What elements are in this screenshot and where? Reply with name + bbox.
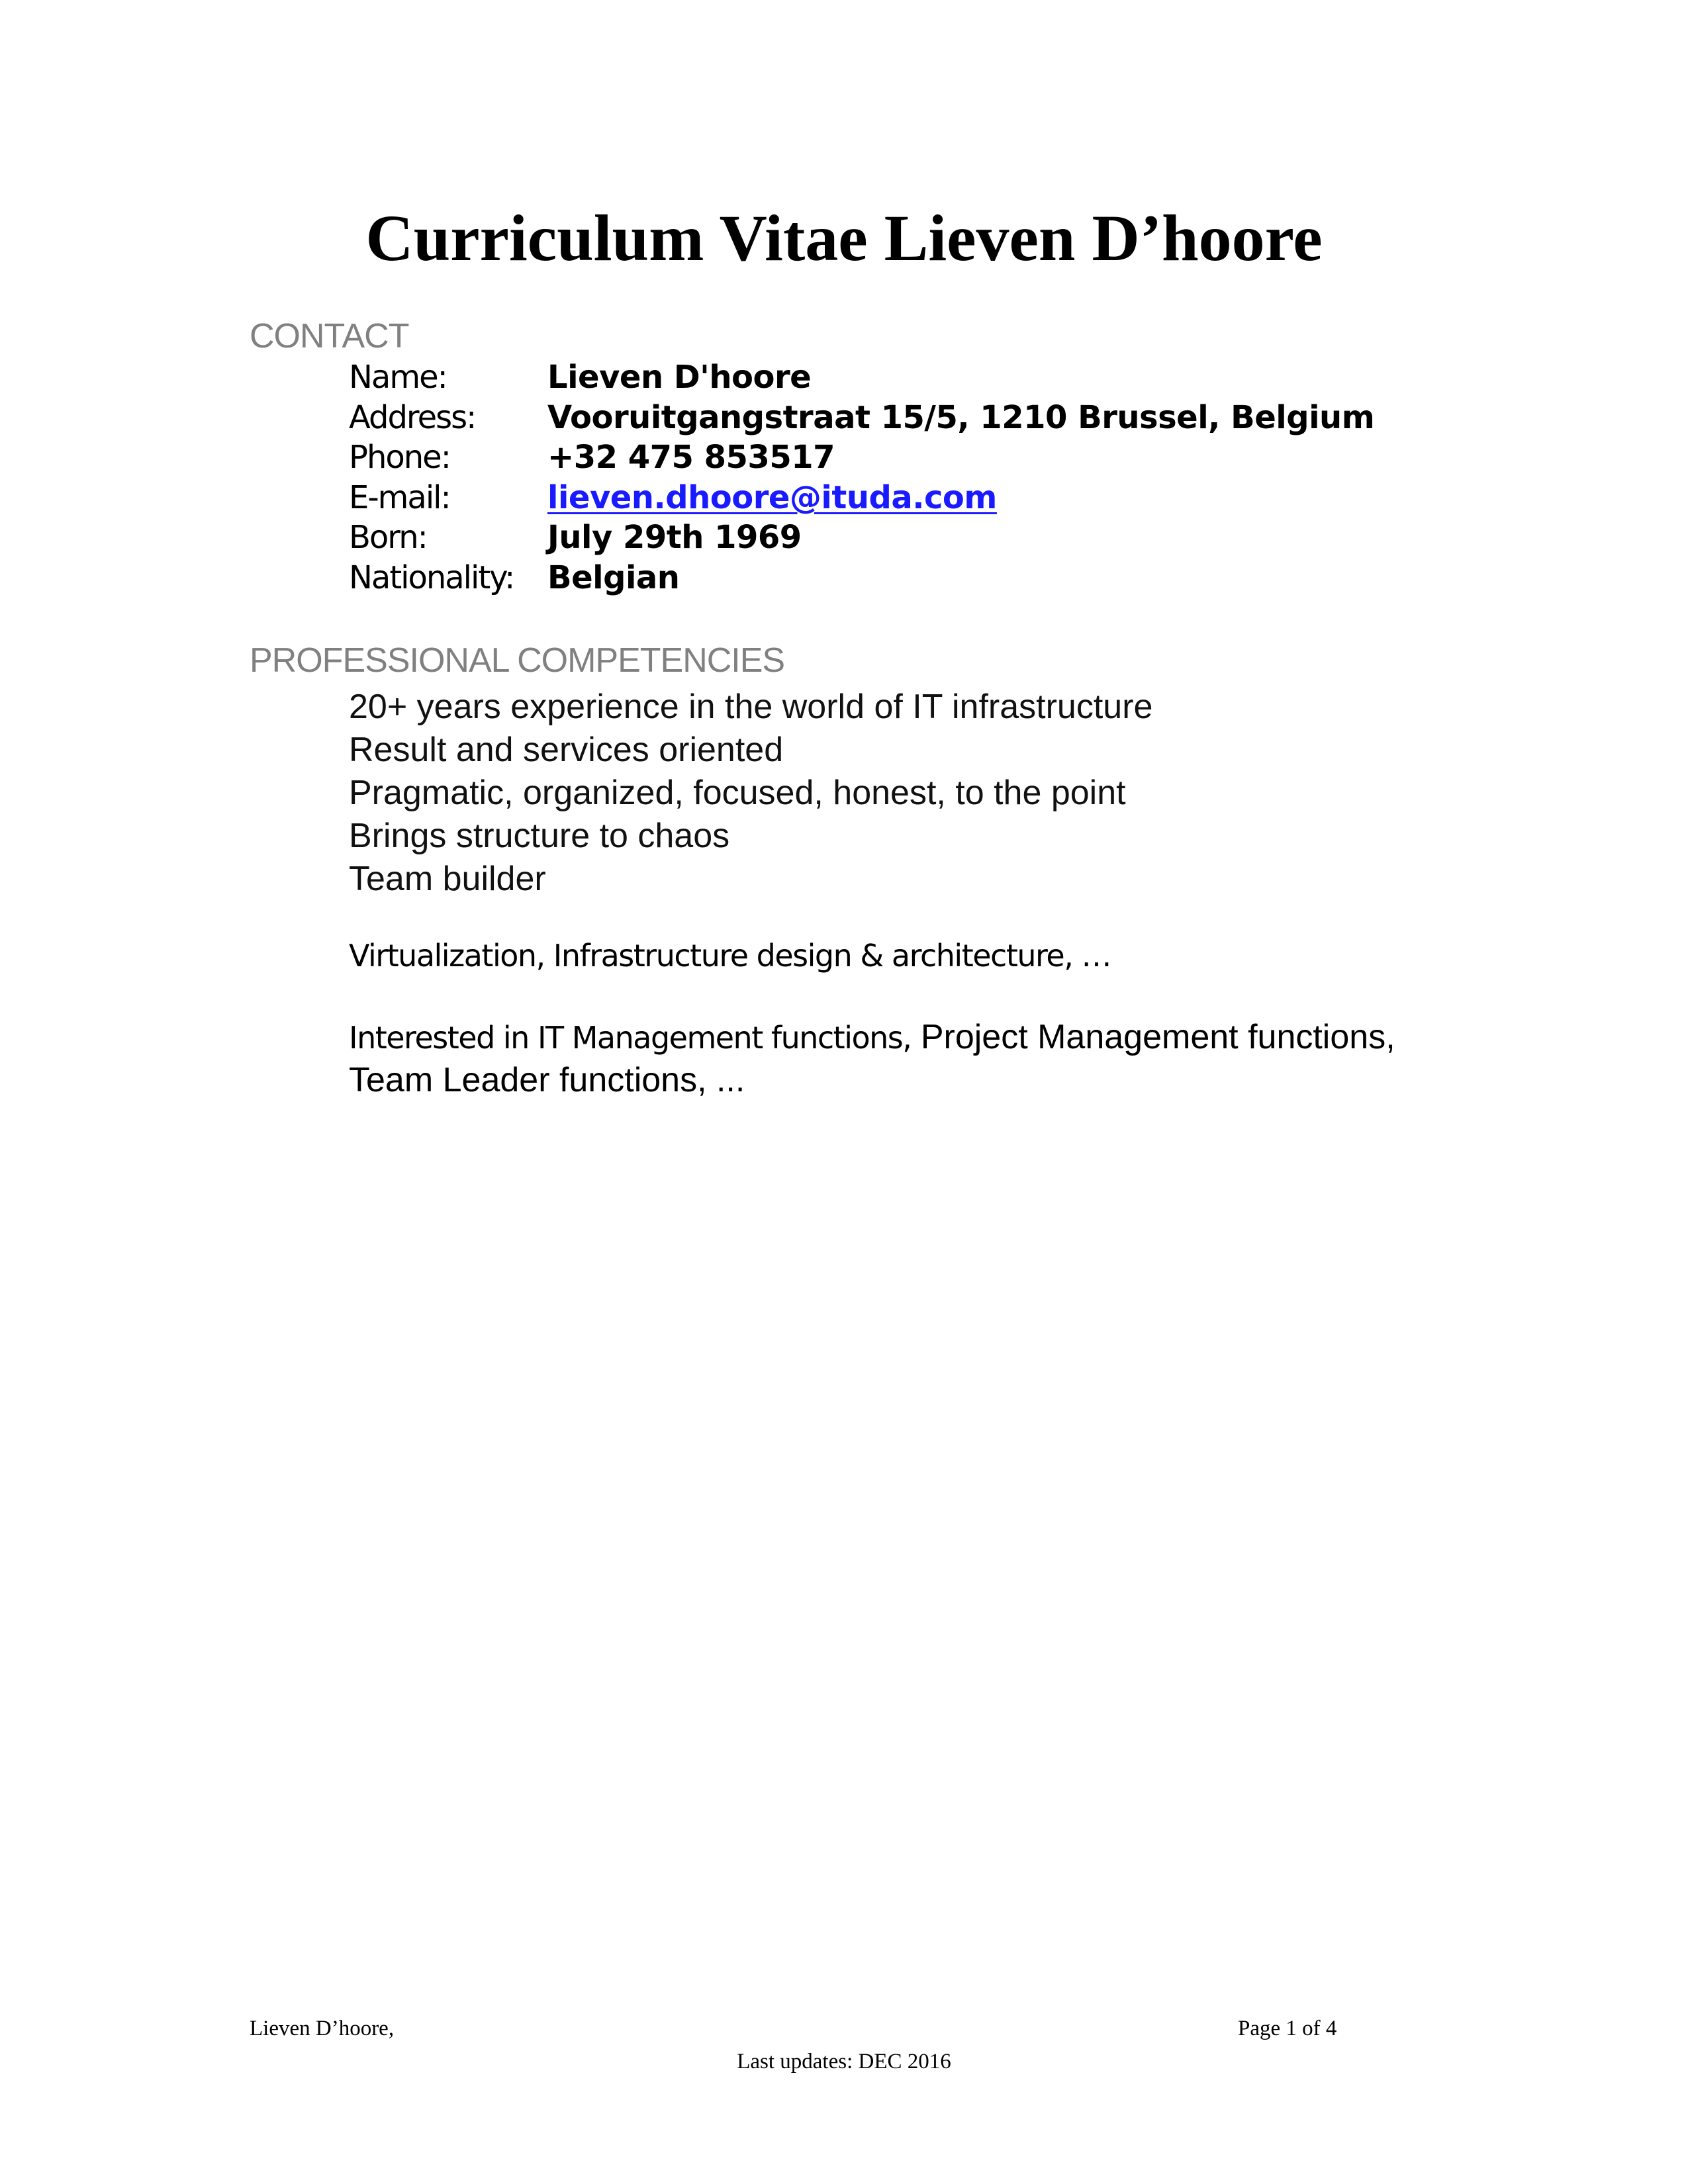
interest-part-1: Interested in IT Management functions, bbox=[349, 1020, 912, 1056]
email-link[interactable]: lieven.dhoore@ituda.com bbox=[547, 478, 997, 516]
phone-label: Phone: bbox=[349, 439, 450, 476]
contact-row-nationality bbox=[349, 558, 1374, 598]
contact-row-email bbox=[349, 478, 1374, 518]
competency-item: Team builder bbox=[349, 860, 546, 898]
interest-line-2: Team Leader functions, ... bbox=[349, 1061, 745, 1099]
interests-paragraph bbox=[349, 1016, 1395, 1101]
email-label: E-mail: bbox=[349, 478, 450, 516]
competency-item: 20+ years experience in the world of IT infrastructure bbox=[349, 688, 1153, 726]
interest-part-2: Project Management functions, bbox=[911, 1018, 1395, 1056]
address-label: Address: bbox=[349, 398, 476, 436]
phone-value: +32 475 853517 bbox=[547, 439, 835, 476]
contact-row-name bbox=[349, 357, 1374, 398]
footer-author: Lieven D’hoore, bbox=[250, 2017, 395, 2040]
contact-row-address bbox=[349, 398, 1374, 438]
nationality-label: Nationality: bbox=[349, 559, 514, 596]
name-value: Lieven D'hoore bbox=[547, 359, 812, 396]
nationality-value: Belgian bbox=[547, 559, 680, 596]
born-label: Born: bbox=[349, 519, 427, 556]
contact-table bbox=[349, 357, 1374, 598]
email-value bbox=[547, 478, 1374, 518]
competency-item: Brings structure to chaos bbox=[349, 817, 730, 855]
competencies-heading: PROFESSIONAL COMPETENCIES bbox=[250, 641, 785, 680]
born-value: July 29th 1969 bbox=[547, 519, 802, 556]
name-label: Name: bbox=[349, 359, 447, 396]
competency-item: Pragmatic, organized, focused, honest, to the point bbox=[349, 774, 1126, 812]
footer-last-updated: Last updates: DEC 2016 bbox=[737, 2050, 951, 2073]
address-value: Vooruitgangstraat 15/5, 1210 Brussel, Belgium bbox=[547, 398, 1375, 436]
footer-page-number: Page 1 of 4 bbox=[1238, 2017, 1337, 2040]
contact-row-phone bbox=[349, 437, 1374, 478]
contact-row-born bbox=[349, 518, 1374, 558]
competency-list bbox=[349, 686, 1152, 901]
competency-item: Result and services oriented bbox=[349, 731, 784, 769]
document-title: Curriculum Vitae Lieven D’hoore bbox=[365, 201, 1323, 275]
contact-heading: CONTACT bbox=[250, 317, 409, 355]
competency-areas: Virtualization, Infrastructure design & architecture, … bbox=[349, 938, 1111, 974]
